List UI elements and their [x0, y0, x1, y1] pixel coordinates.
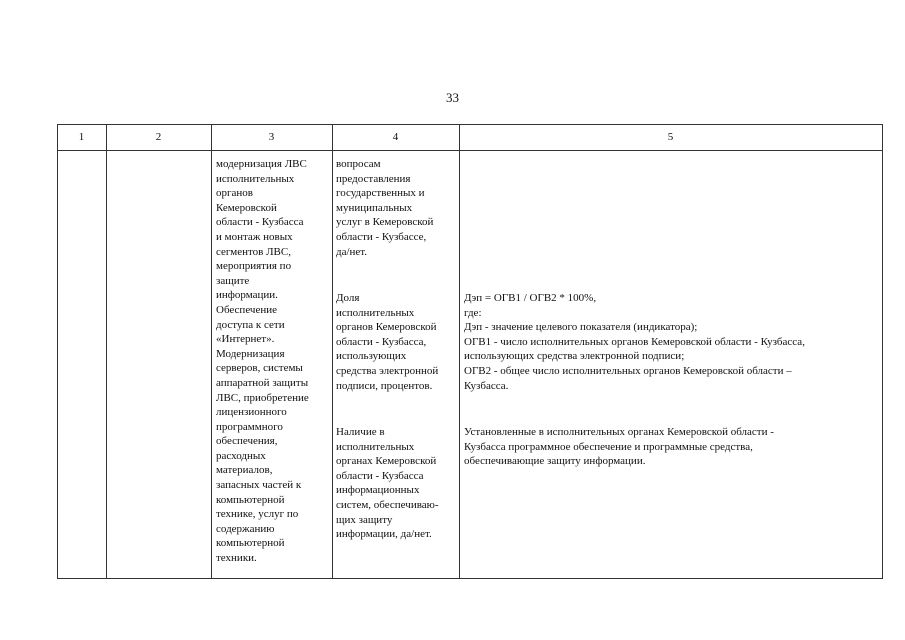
col4-line: муниципальных	[336, 201, 413, 214]
col3-line: модернизация ЛВС	[216, 158, 307, 170]
col-border-2-3	[211, 124, 212, 579]
col3-line: аппаратной защиты	[216, 376, 309, 389]
table-bottom-border	[57, 578, 883, 579]
col4-line: использующих	[336, 350, 407, 363]
col5-line: Кузбасса программное обеспечение и программные средства,	[464, 440, 753, 453]
col3-line: расходных	[216, 449, 266, 462]
col4-line: области - Кузбасса,	[336, 335, 427, 348]
col3-line: запасных частей к	[216, 479, 302, 492]
col3-line: Обеспечение	[216, 303, 277, 316]
col-border-1-2	[106, 124, 107, 579]
col3-line: ЛВС, приобретение	[216, 391, 309, 404]
header-col-1: 1	[78, 131, 85, 143]
col3-line: материалов,	[216, 464, 273, 477]
col4-line: предоставления	[336, 172, 411, 185]
header-col-5: 5	[667, 131, 674, 143]
col3-line: и монтаж новых	[216, 230, 293, 243]
col3-line: техники.	[216, 552, 257, 565]
col3-line: обеспечения,	[216, 435, 278, 448]
col5-line: ОГВ2 - общее число исполнительных органов Кемеровской области –	[464, 364, 792, 377]
col5-line: ОГВ1 - число исполнительных органов Кемеровской области - Кузбасса,	[464, 335, 805, 348]
col-border-right	[882, 124, 883, 579]
col3-line: области - Кузбасса	[216, 216, 304, 229]
col4-line: исполнительных	[336, 306, 415, 319]
col4-line: Наличие в	[336, 426, 385, 438]
col3-line: мероприятия по	[216, 260, 292, 273]
col4-line: области - Кузбассе,	[336, 230, 427, 243]
col5-line: Кузбасса.	[464, 379, 509, 392]
col4-line: щих защиту	[336, 513, 393, 526]
col4-line: да/нет.	[336, 245, 368, 258]
col4-block-signature-share	[336, 291, 458, 393]
col3-line: информации.	[216, 289, 278, 302]
col4-block-info-systems	[336, 425, 458, 542]
col4-block-services	[336, 157, 458, 259]
col3-line: сегментов ЛВС,	[216, 245, 291, 258]
col5-block-software	[464, 425, 880, 469]
col5-line: Дэп = ОГВ1 / ОГВ2 * 100%,	[464, 292, 597, 304]
col3-line: доступа к сети	[216, 318, 285, 331]
col3-line: содержанию	[216, 522, 275, 535]
col3-line: лицензионного	[216, 406, 287, 419]
header-col-2: 2	[155, 131, 162, 143]
col4-line: области - Кузбасса	[336, 469, 424, 482]
table-top-border	[57, 124, 883, 125]
col5-block-formula	[464, 291, 880, 393]
col4-line: органов Кемеровской	[336, 321, 437, 334]
col3-line: компьютерной	[216, 537, 285, 550]
col4-line: вопросам	[336, 158, 381, 170]
page-number: 33	[446, 90, 459, 105]
col5-line: где:	[464, 306, 482, 319]
table-header-divider	[57, 150, 883, 151]
col4-line: подписи, процентов.	[336, 379, 433, 392]
col4-line: Доля	[336, 292, 360, 304]
header-col-3: 3	[268, 131, 275, 143]
col3-line: серверов, системы	[216, 362, 303, 375]
col3-line: органов	[216, 187, 253, 200]
col4-line: государственных и	[336, 187, 425, 200]
col5-line: Установленные в исполнительных органах Кемеровской области -	[464, 426, 774, 438]
col5-line: использующих средства электронной подписи;	[464, 350, 685, 363]
col3-line: технике, услуг по	[216, 508, 299, 521]
col3-line: Модернизация	[216, 347, 285, 360]
col3-line: программного	[216, 420, 283, 433]
col4-line: информационных	[336, 484, 420, 497]
col5-line: Дэп - значение целевого показателя (индикатора);	[464, 321, 698, 334]
col3-line: Кемеровской	[216, 201, 277, 214]
col4-line: средства электронной	[336, 364, 439, 377]
col4-line: систем, обеспечиваю-	[336, 498, 439, 511]
col3-line: исполнительных	[216, 172, 295, 185]
header-col-4: 4	[392, 131, 399, 143]
col3-line: компьютерной	[216, 493, 285, 506]
col4-line: информации, да/нет.	[336, 528, 432, 541]
col3-line: защите	[216, 274, 250, 287]
col-border-left	[57, 124, 58, 579]
col4-line: исполнительных	[336, 440, 415, 453]
col-border-3-4	[332, 124, 333, 579]
col3-activities-text	[216, 157, 330, 566]
col4-line: органах Кемеровской	[336, 455, 437, 468]
col3-line: «Интернет».	[216, 333, 275, 346]
col4-line: услуг в Кемеровской	[336, 216, 434, 229]
col-border-4-5	[459, 124, 460, 579]
col5-line: обеспечивающие защиту информации.	[464, 455, 646, 468]
